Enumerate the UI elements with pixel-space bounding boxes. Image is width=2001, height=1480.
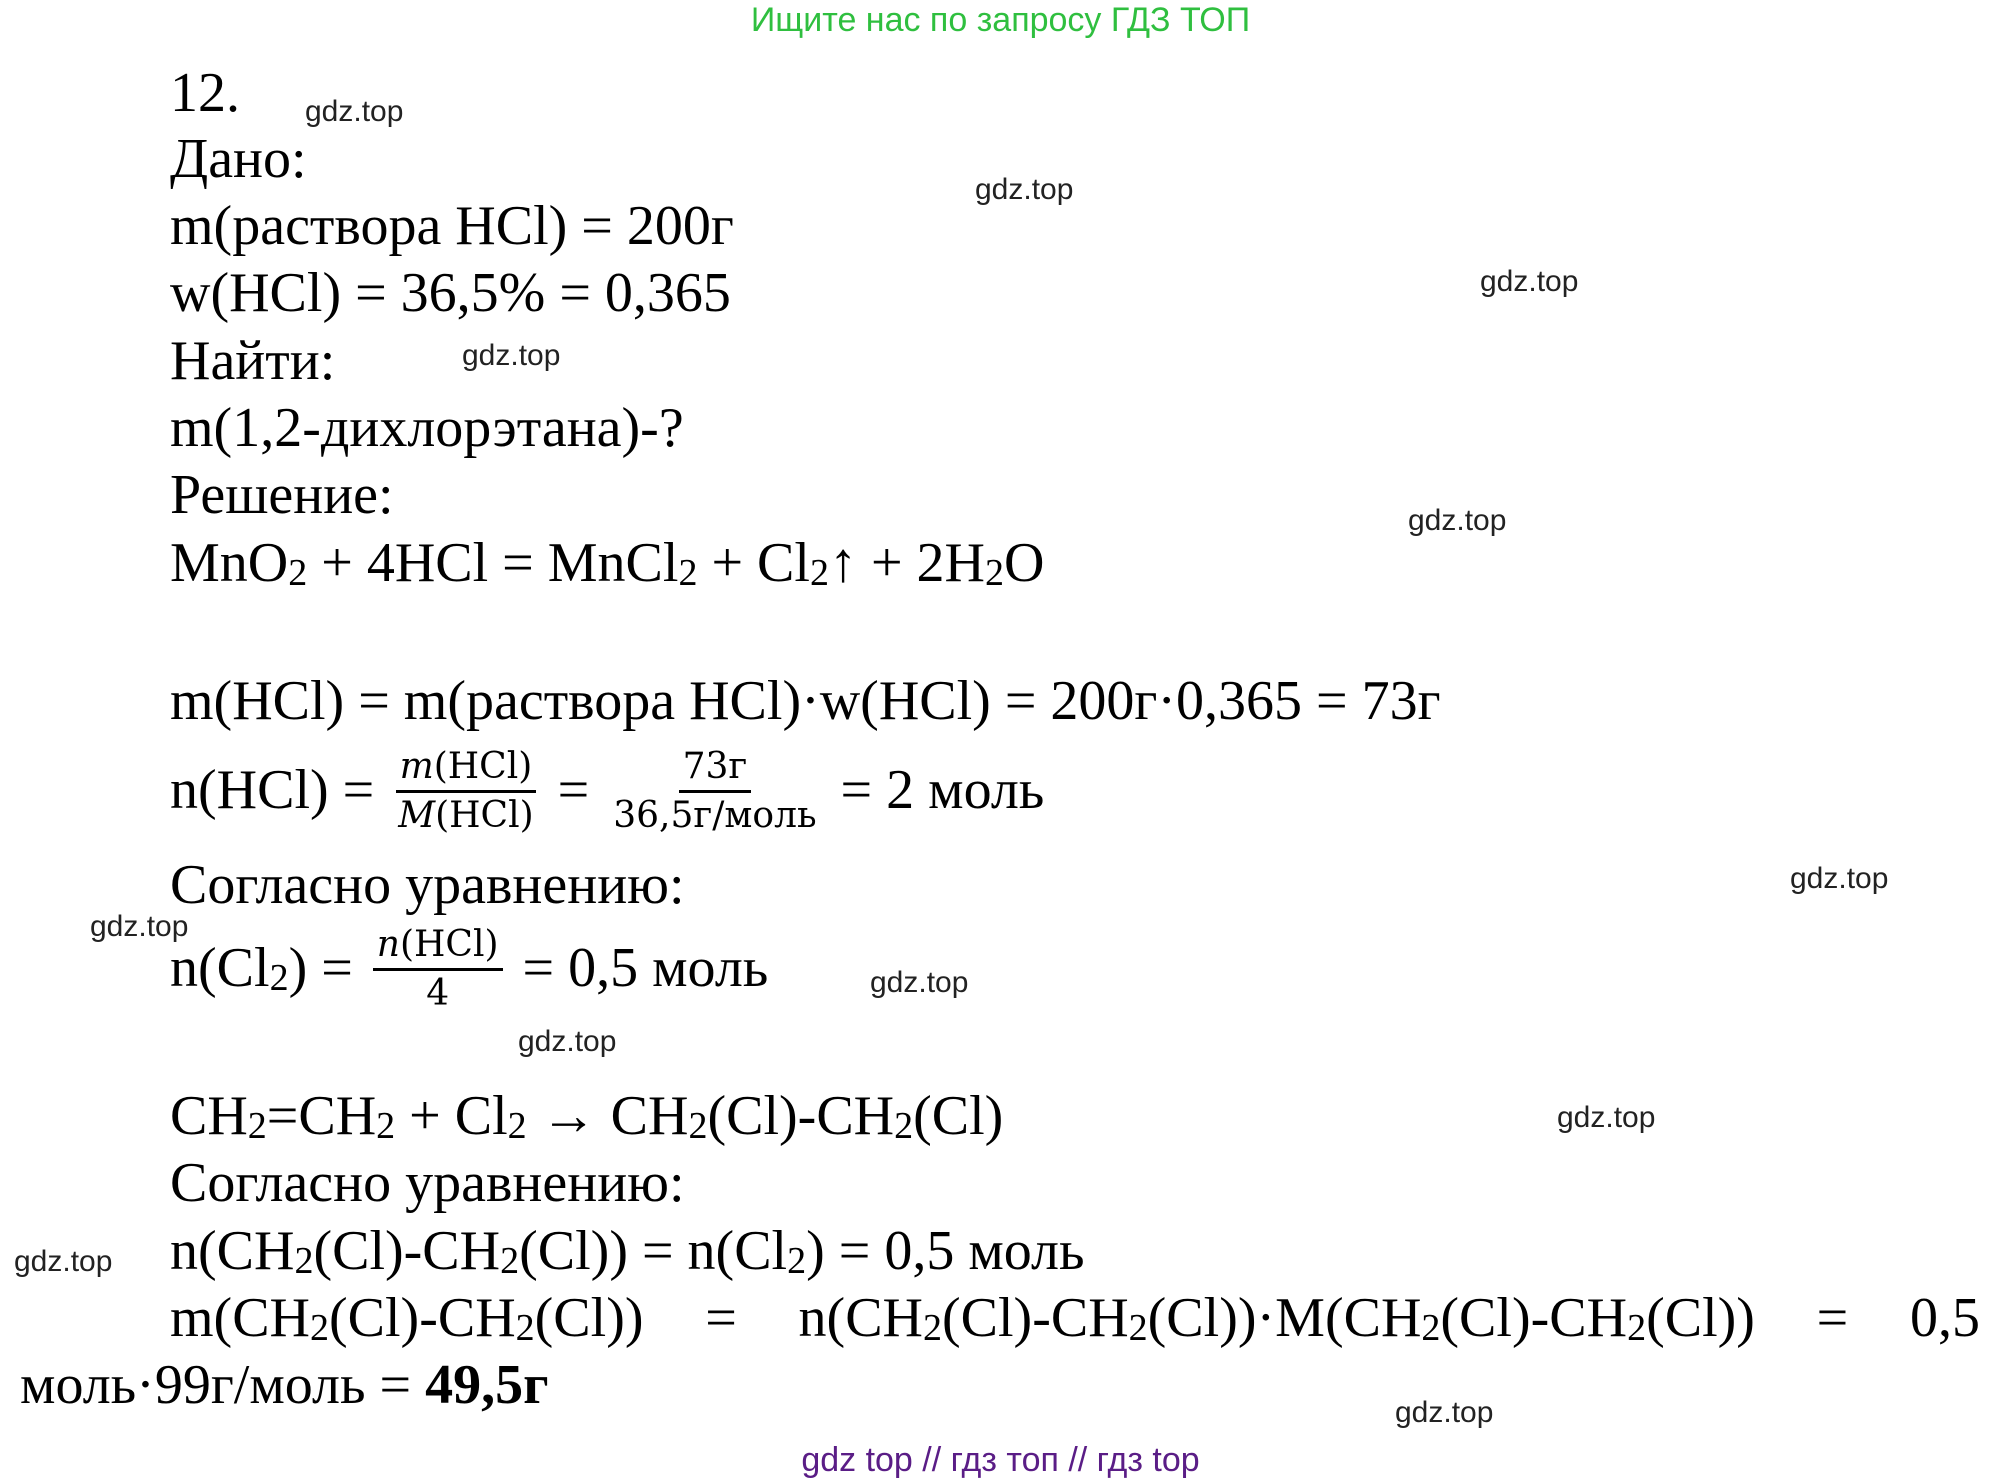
final-answer: 49,5г bbox=[425, 1354, 549, 1416]
given-solution-mass: m(раствора HCl) = 200г bbox=[170, 195, 734, 257]
reaction-equation-1: MnO$_2$ + 4HCl = MnCl$_2$ + $Cl_2↑ + 2H_2O$ bbox=[170, 532, 1045, 594]
watermark: gdz.top bbox=[1557, 1101, 1656, 1134]
calc-mass-hcl: m(HCl) = m(раствора HCl)·w(HCl) = 200г·0,365 = 73г bbox=[170, 670, 1441, 732]
calc-moles-hcl: n(HCl) = $\frac{\text{m(HCl)}}{\text{M(HCl)}}$ = $\frac{73г}{\text{36,5г/моль}}$ = 2 моль bbox=[170, 740, 1044, 843]
given-mass-fraction: w(HCl) = 36,5% = 0,365 bbox=[170, 262, 731, 324]
watermark: gdz.top bbox=[305, 95, 404, 128]
watermark: gdz.top bbox=[462, 339, 561, 372]
according-equation-2: Согласно уравнению: bbox=[170, 1152, 685, 1214]
watermark: gdz.top bbox=[518, 1025, 617, 1058]
reaction-equation-2: $CH_2=CH_2 + Cl_2 \to CH_2(Cl)-CH_2(Cl)$ bbox=[170, 1085, 1004, 1147]
watermark: gdz.top bbox=[1790, 862, 1889, 895]
problem-number: 12. bbox=[170, 62, 240, 124]
fraction-73-over-36-5: $\frac{73г}{\text{36,5г/моль}}$ bbox=[613, 745, 817, 836]
watermark: gdz.top bbox=[1408, 504, 1507, 537]
bottom-banner: gdz top // гдз топ // гдз top bbox=[801, 1441, 1200, 1479]
according-equation-1: Согласно уравнению: bbox=[170, 854, 685, 916]
top-banner: Ищите нас по запросу ГДЗ ТОП bbox=[750, 1, 1251, 39]
fraction-m-over-M: $\frac{\text{m(HCl)}}{\text{M(HCl)}}$ bbox=[394, 744, 537, 839]
solution-label: Решение: bbox=[170, 464, 394, 526]
watermark: gdz.top bbox=[1480, 265, 1579, 298]
watermark: gdz.top bbox=[975, 173, 1074, 206]
fraction-n-over-4: $\frac{\text{n(HCl)}}{4}$ bbox=[373, 922, 503, 1017]
calc-mass-dichloroethane-continued: моль·99г/моль = 49,5г bbox=[20, 1354, 549, 1416]
calc-mass-dichloroethane: $m(CH_2(Cl)-CH_2(Cl))$ = $n(CH_2(Cl)-CH_2(Cl))\cdot M(CH_2(Cl)-CH_2(Cl))$ = 0,5 bbox=[170, 1287, 1980, 1349]
watermark: gdz.top bbox=[1395, 1396, 1494, 1429]
watermark: gdz.top bbox=[90, 910, 189, 943]
find-target: m(1,2-дихлорэтана)-? bbox=[170, 397, 684, 459]
calc-moles-dichloroethane: $n(CH_2(Cl)-CH_2(Cl)) = n(Cl_2) = 0,5$ моль bbox=[170, 1220, 1085, 1282]
watermark: gdz.top bbox=[870, 966, 969, 999]
find-label: Найти: bbox=[170, 330, 336, 392]
watermark: gdz.top bbox=[14, 1245, 113, 1278]
given-label: Дано: bbox=[170, 128, 307, 190]
calc-moles-cl2: $n(Cl_2)$ = $\frac{\text{n(HCl)}}{4}$ = 0,5 моль bbox=[170, 918, 768, 1021]
